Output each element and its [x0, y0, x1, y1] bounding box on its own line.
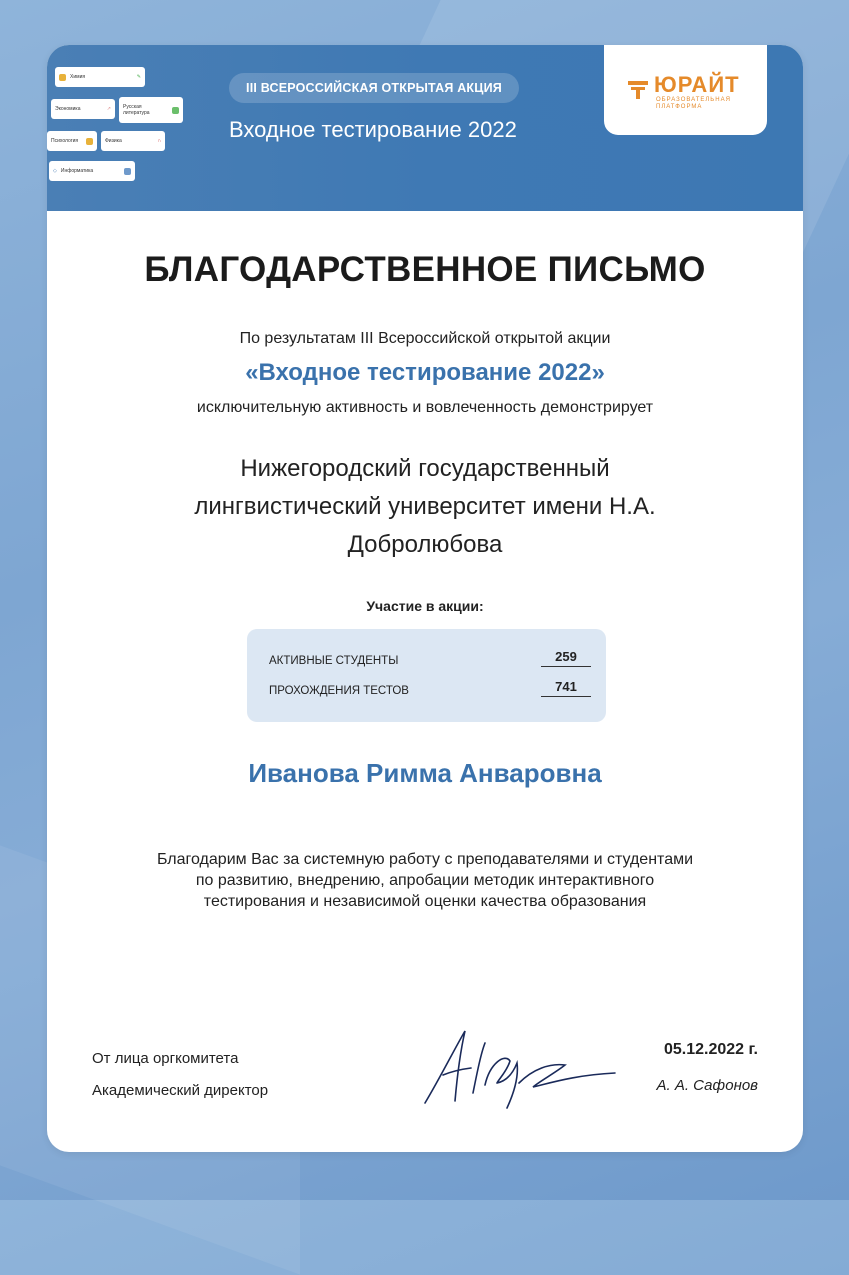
- thanks-line: по развитию, внедрению, апробации методик интерактивного: [195, 872, 655, 889]
- intro-text: По результатам III Всероссийской открытой акции: [239, 330, 611, 347]
- participation-label: Участие в акции:: [366, 598, 484, 614]
- organization-name: [125, 450, 725, 564]
- subject-tile: [47, 131, 97, 151]
- subject-tile-label: Экономика: [55, 106, 81, 112]
- subject-tile-label: Химия: [70, 74, 86, 80]
- certificate-card: [47, 45, 803, 1152]
- event-title: Входное тестирование 2022: [229, 117, 517, 142]
- demonstrates-text: исключительную активность и вовлеченность демонстрирует: [196, 399, 654, 416]
- logo-mark-icon: [626, 77, 650, 101]
- person-icon: [86, 138, 93, 145]
- stat-label: ПРОХОЖДЕНИЯ ТЕСТОВ: [269, 685, 409, 697]
- stat-row: [269, 645, 589, 667]
- campaign-name: «Входное тестирование 2022»: [245, 359, 605, 386]
- thanks-text: [47, 849, 803, 912]
- position-text: Академический директор: [92, 1082, 269, 1099]
- subject-tile-label: Психология: [51, 138, 79, 144]
- recipient-name: Иванова Римма Анваровна: [248, 758, 602, 788]
- subject-tile: [49, 161, 135, 181]
- stat-label: АКТИВНЫЕ СТУДЕНТЫ: [269, 655, 399, 667]
- thanks-line: тестирования и независимой оценки качества образования: [203, 893, 647, 910]
- on-behalf-text: От лица оргкомитета: [92, 1050, 239, 1067]
- organization-line: Добролюбова: [347, 531, 503, 558]
- subject-tile-label: Русская литература: [123, 104, 150, 116]
- subject-tile: [55, 67, 145, 87]
- subject-tile-label: Информатика: [60, 168, 94, 174]
- logo-name: ЮРАЙТ: [654, 72, 740, 97]
- pencil-icon: ✎: [136, 74, 141, 80]
- shield-icon: ◇: [53, 168, 57, 174]
- handwritten-signature: [415, 1023, 625, 1113]
- stat-value: 259: [541, 649, 591, 667]
- subject-tile: [119, 97, 183, 123]
- book-icon: [172, 107, 179, 114]
- stat-row: [269, 675, 589, 697]
- stat-value: 741: [541, 679, 591, 697]
- document-title: БЛАГОДАРСТВЕННОЕ ПИСЬМО: [144, 250, 706, 289]
- thanks-line: Благодарим Вас за системную работу с преподавателями и студентами: [156, 851, 694, 868]
- computer-icon: [124, 168, 131, 175]
- subject-tile: [51, 99, 115, 119]
- date-text: 05.12.2022 г.: [663, 1041, 758, 1058]
- stats-box: [247, 629, 606, 722]
- logo: [604, 45, 767, 135]
- event-badge: III ВСЕРОССИЙСКАЯ ОТКРЫТАЯ АКЦИЯ: [229, 73, 519, 103]
- signatory-name: А. А. Сафонов: [656, 1077, 758, 1094]
- organization-line: Нижегородский государственный: [240, 455, 610, 482]
- subject-tile-label: Физика: [105, 138, 122, 144]
- subject-tile: [101, 131, 165, 151]
- logo-subtitle: ОБРАЗОВАТЕЛЬНАЯ ПЛАТФОРМА: [656, 97, 731, 110]
- magnet-icon: ∩: [157, 138, 161, 144]
- chart-icon: ↗: [106, 106, 111, 112]
- signatory-block: [92, 1043, 268, 1107]
- subject-icon: [59, 74, 66, 81]
- subject-tiles: [47, 45, 227, 211]
- certificate-header: [47, 45, 803, 211]
- organization-line: лингвистический университет имени Н.А.: [194, 493, 656, 520]
